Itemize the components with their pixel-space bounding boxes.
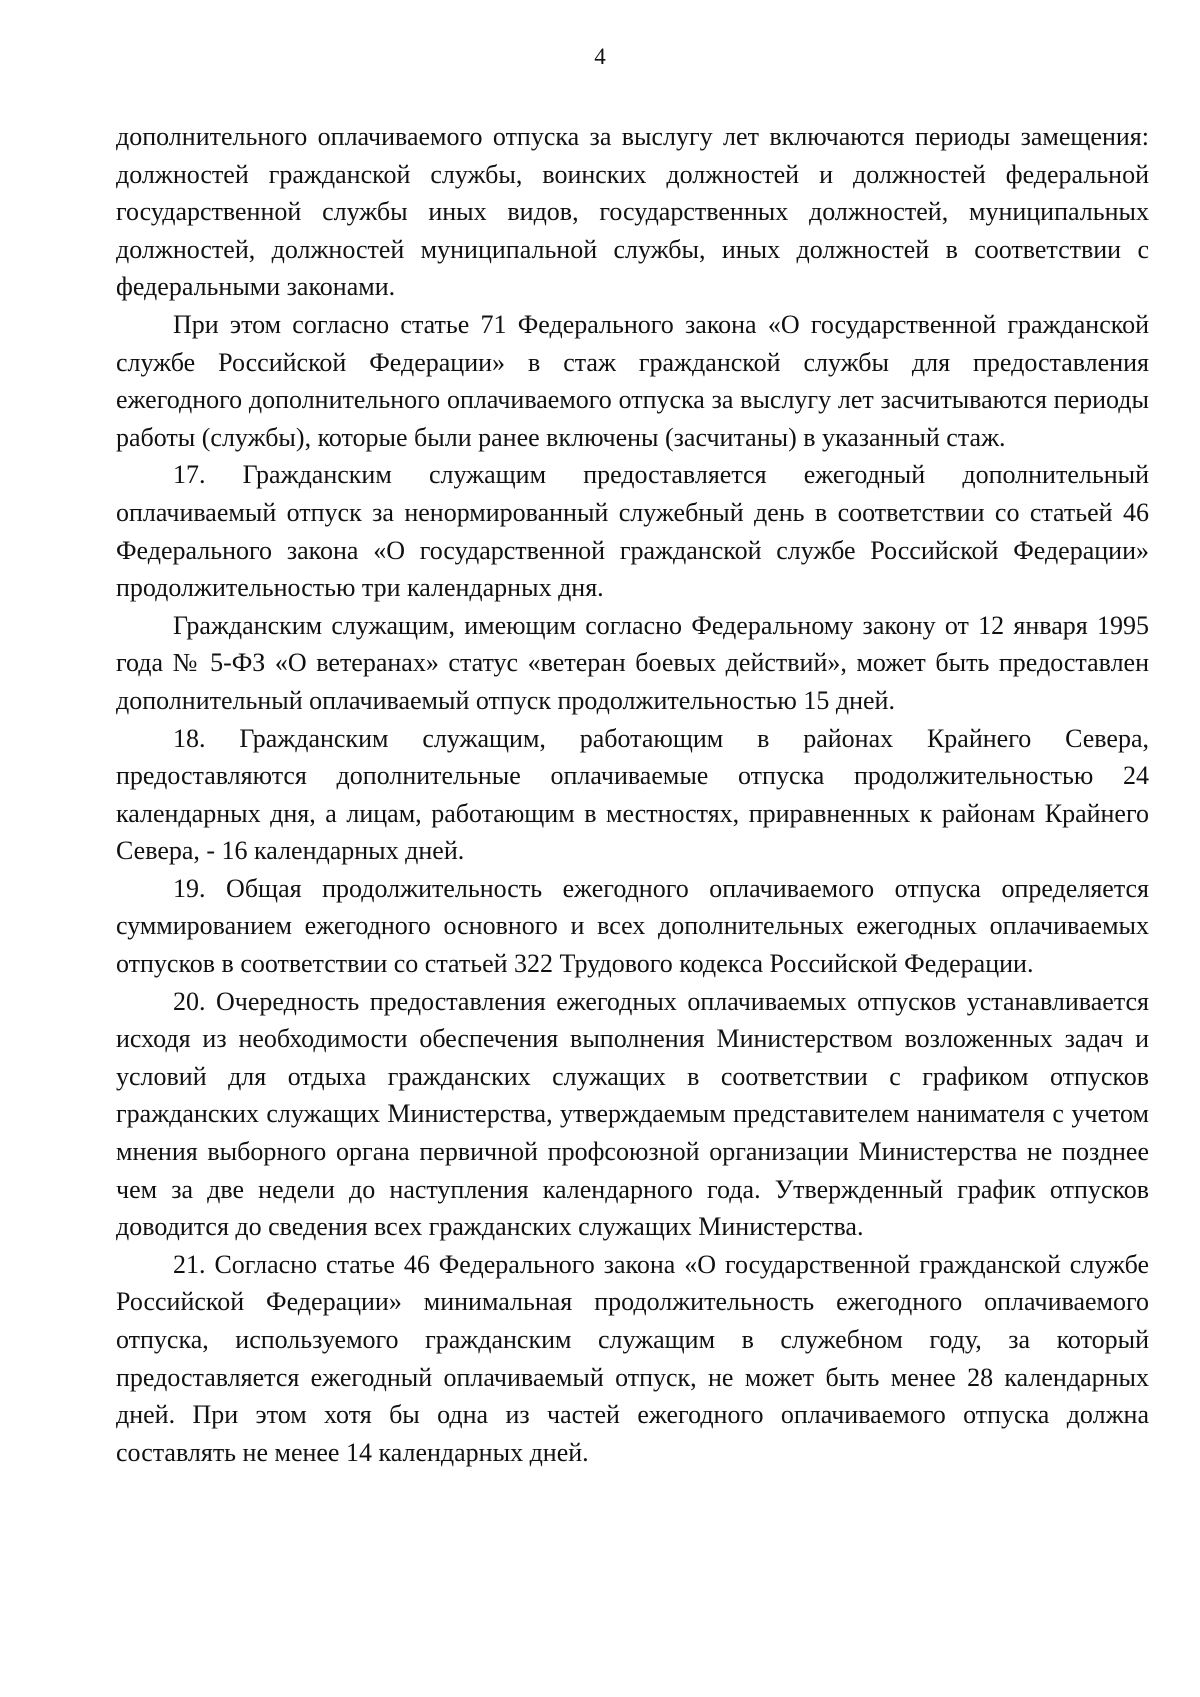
page-number: 4 bbox=[594, 44, 606, 69]
paragraph-veterans: Гражданским служащим, имеющим согласно Федеральному закону от 12 января 1995 года № 5-ФЗ «О ветеранах» статус «ветеран боевых действий», может быть предоставлен дополнительный оплачиваемый отпуск продолжительностью 15 дней. bbox=[116, 610, 1149, 715]
paragraph-item-19: 19. Общая продолжительность ежегодного оплачиваемого отпуска определяется суммированием ежегодного основного и всех дополнительных ежегодных оплачиваемых отпусков в соответствии со статьей 322 Трудового кодекса Российской Федерации. bbox=[116, 873, 1149, 979]
paragraph-item-20: 20. Очередность предоставления ежегодных оплачиваемых отпусков устанавливается исходя из необходимости обеспечения выполнения Министерством возложенных задач и условий для отдыха гражданских служащих в соответствии с графиком отпусков гражданских служащих Министерства, утверждаемым представителем нанимателя с учетом мнения выборного органа первичной профсоюзной организации Министерства не позднее чем за две недели до наступления календарного года. Утвержденный график отпусков доводится до сведения всех гражданских служащих Министерства. bbox=[116, 986, 1149, 1242]
document-body bbox=[116, 118, 1149, 1471]
paragraph-continuation: дополнительного оплачиваемого отпуска за выслугу лет включаются периоды замещения: должностей гражданской службы, воинских должностей и должностей федеральной государственной службы иных видов, государственных должностей, муниципальных должностей, должностей муниципальной службы, иных должностей в соответствии с федеральными законами. bbox=[116, 122, 1149, 302]
paragraph-service-length: При этом согласно статье 71 Федерального закона «О государственной гражданской службе Российской Федерации» в стаж гражданской службы для предоставления ежегодного дополнительного оплачиваемого отпуска за выслугу лет засчитываются периоды работы (службы), которые были ранее включены (засчитаны) в указанный стаж. bbox=[116, 309, 1149, 452]
paragraph-item-17: 17. Гражданским служащим предоставляется ежегодный дополнительный оплачиваемый отпуск за ненормированный служебный день в соответствии со статьей 46 Федерального закона «О государственной гражданской службе Российской Федерации» продолжительностью три календарных дня. bbox=[116, 460, 1149, 603]
paragraph-item-18: 18. Гражданским служащим, работающим в районах Крайнего Севера, предоставляются дополнительные оплачиваемые отпуска продолжительностью 24 календарных дня, а лицам, работающим в местностях, приравненных к районам Крайнего Севера, - 16 календарных дней. bbox=[116, 723, 1149, 866]
paragraph-item-21: 21. Согласно статье 46 Федерального закона «О государственной гражданской службе Российской Федерации» минимальная продолжительность ежегодного оплачиваемого отпуска, используемого гражданским служащим в служебном году, за который предоставляется ежегодный оплачиваемый отпуск, не может быть менее 28 календарных дней. При этом хотя бы одна из частей ежегодного оплачиваемого отпуска должна составлять не менее 14 календарных дней. bbox=[116, 1249, 1149, 1467]
